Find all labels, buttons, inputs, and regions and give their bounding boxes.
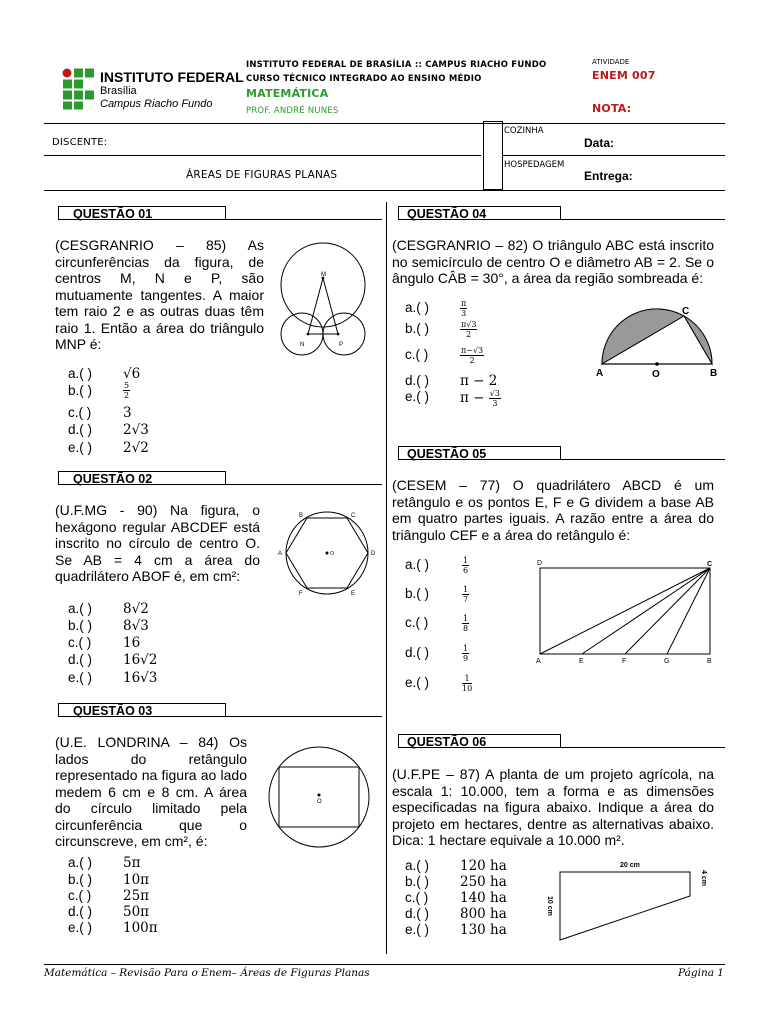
footer-page: Página 1 <box>678 967 724 979</box>
option-d[interactable] <box>68 904 150 920</box>
answer-value: 50π <box>123 904 150 920</box>
activity-code: ENEM 007 <box>592 69 656 82</box>
teacher-name: PROF. ANDRÉ NUNES <box>246 106 339 116</box>
option-e[interactable] <box>68 920 158 936</box>
question-6-text: (U.F.PE – 87) A planta de um projeto agrícola, na escala 1: 10.000, tem a forma e as dimensões especificadas na figura abaixo. Indique a área do projeto em hectares, dentre as alternativas abaixo. Dica: 1 hectare equivale a 10.000 m². <box>392 766 714 848</box>
point-C-label: C <box>707 561 713 568</box>
right-dimension-label: 4 cm <box>700 870 707 886</box>
topic-title: ÁREAS DE FIGURAS PLANAS <box>186 169 338 181</box>
answer-value: 16 <box>123 635 141 651</box>
option-label: c.( ) <box>405 615 429 630</box>
option-d[interactable] <box>405 644 469 663</box>
answer-value: 8√2 <box>123 601 149 617</box>
option-label: b.( ) <box>405 321 430 336</box>
student-label: DISCENTE: <box>52 137 108 148</box>
option-label: d.( ) <box>68 904 93 919</box>
footer-left: Matemática – Revisão Para o Enem– Áreas de Figuras Planas <box>44 967 370 979</box>
option-label: a.( ) <box>405 300 430 315</box>
subject-title: MATEMÁTICA <box>246 87 329 100</box>
numerator: 1 <box>463 614 469 623</box>
option-label: e.( ) <box>68 440 93 455</box>
question-1-figure <box>278 242 368 358</box>
numerator: 1 <box>463 556 469 565</box>
question-2-rule <box>226 484 382 485</box>
grade-label: NOTA: <box>592 102 632 115</box>
header-divider-mid <box>44 155 481 156</box>
class-option-hospedagem: HOSPEDAGEM <box>504 160 565 170</box>
option-label: a.( ) <box>68 366 93 381</box>
vertex-E-label: E <box>351 591 356 597</box>
institute-logo-icon <box>62 68 96 110</box>
header-divider-bottom <box>44 190 725 191</box>
question-6-header: QUESTÃO 06 <box>398 734 561 748</box>
logo-campus: Campus Riacho Fundo <box>100 98 213 110</box>
option-label: c.( ) <box>405 890 429 905</box>
option-d[interactable]: d.( ) 2√3 <box>68 422 149 438</box>
point-E-label: E <box>579 658 584 665</box>
question-1-text: (CESGRANRIO – 85) As circunferências da figura, de centros M, N e P, são mutuamente tangentes. A maior tem raio 2 e as outras duas têm raio 1. Então a área do triângulo MNP é: <box>55 237 264 352</box>
option-label: d.( ) <box>68 652 93 667</box>
option-b[interactable] <box>68 872 150 888</box>
answer-value: 16√2 <box>123 652 158 668</box>
center-O-label: O <box>330 551 334 557</box>
vertex-D-label: D <box>371 551 376 557</box>
option-d[interactable] <box>405 373 498 389</box>
option-label: d.( ) <box>405 645 430 660</box>
answer-value: 5π <box>123 855 141 871</box>
answer-value: 100π <box>123 920 158 936</box>
question-3-figure <box>267 745 371 849</box>
option-e[interactable] <box>405 922 507 938</box>
point-M-label: M <box>321 272 326 278</box>
option-c[interactable] <box>68 635 141 651</box>
point-G-label: G <box>664 658 670 665</box>
question-4-figure <box>592 302 724 380</box>
option-label: c.( ) <box>405 347 429 362</box>
question-4-header: QUESTÃO 04 <box>398 206 561 220</box>
option-c[interactable]: c.( ) $\frac{\pi-√3}{2}$ <box>405 346 484 365</box>
option-label: b.( ) <box>68 618 93 633</box>
option-b[interactable] <box>68 618 149 634</box>
question-3-text: (U.E. LONDRINA – 84) Os lados do retângulo representado na figura ao lado medem 6 cm e 8 cm. A área do círculo limitado pela circunferência que o circunscreve, em cm², é: <box>55 734 247 849</box>
point-C-label: C <box>682 306 690 317</box>
question-2-header: QUESTÃO 02 <box>58 471 226 485</box>
option-label: e.( ) <box>405 389 430 404</box>
answer-value: 800 ha <box>460 906 507 922</box>
option-a[interactable] <box>405 858 507 874</box>
answer-value: 10π <box>123 872 150 888</box>
top-dimension-label: 20 cm <box>620 862 640 869</box>
vertex-C-label: C <box>351 513 356 519</box>
option-label: a.( ) <box>405 858 430 873</box>
question-4-text: (CESGRANRIO – 82) O triângulo ABC está inscrito no semicírculo de centro O e diâmetro AB = 2. Se o ângulo CÂB = 30°, a área da região sombreada é: <box>392 237 714 286</box>
center-O-label: O <box>317 799 322 805</box>
answer-value: 130 ha <box>460 922 507 938</box>
class-option-cozinha: COZINHA <box>504 126 544 136</box>
option-label: a.( ) <box>405 557 430 572</box>
option-b[interactable] <box>405 874 507 890</box>
option-e[interactable] <box>405 674 473 693</box>
point-P-label: P <box>339 342 344 348</box>
vertex-B-label: B <box>299 513 304 519</box>
course-line: CURSO TÉCNICO INTEGRADO AO ENSINO MÉDIO <box>246 74 482 84</box>
question-4-rule <box>561 219 725 220</box>
question-6-figure <box>540 856 718 946</box>
point-A-label: A <box>536 658 541 665</box>
answer-value: 8√3 <box>123 618 149 634</box>
question-1-rule <box>226 219 382 220</box>
denominator: 8 <box>463 624 469 633</box>
denominator: 10 <box>462 684 473 693</box>
point-O-label: O <box>652 369 660 380</box>
question-5-text: (CESEM – 77) O quadrilátero ABCD é um retângulo e os pontos E, F e G dividem a base AB em quatro partes iguais. A razão entre a área do triângulo CEF e a área do retângulo é: <box>392 477 714 543</box>
header-divider-mid-right <box>502 155 725 156</box>
question-5-rule <box>561 459 725 460</box>
option-e[interactable] <box>68 670 158 686</box>
point-B-label: B <box>707 658 712 665</box>
question-2-figure <box>272 507 382 599</box>
denominator: 6 <box>463 566 469 575</box>
institution-line: INSTITUTO FEDERAL DE BRASÍLIA :: CAMPUS RIACHO FUNDO <box>246 60 547 70</box>
option-b[interactable]: b.( ) $\frac{\pi√3}{2}$ <box>405 320 477 339</box>
option-label: d.( ) <box>405 906 430 921</box>
option-e[interactable]: e.( ) π − $\frac{√3}{3}$ <box>405 389 500 408</box>
numerator: 1 <box>463 644 469 653</box>
point-F-label: F <box>622 658 627 665</box>
footer-rule <box>44 964 725 965</box>
question-3-header: QUESTÃO 03 <box>58 703 226 717</box>
date-label: Data: <box>584 136 615 150</box>
answer-value: 16√3 <box>123 670 158 686</box>
class-checkbox-column <box>483 121 503 190</box>
option-d[interactable] <box>68 652 158 668</box>
option-label: b.( ) <box>68 872 93 887</box>
vertex-F-label: F <box>299 591 303 597</box>
numerator: 1 <box>463 585 469 594</box>
option-label: b.( ) <box>405 874 430 889</box>
option-a[interactable]: a.( ) √6 <box>68 366 141 382</box>
answer-value: 140 ha <box>460 890 507 906</box>
option-a[interactable] <box>68 601 149 617</box>
denominator: 9 <box>463 654 469 663</box>
option-c[interactable] <box>68 888 150 904</box>
option-label: c.( ) <box>68 635 92 650</box>
option-a[interactable] <box>405 556 469 575</box>
point-D-label: D <box>537 560 543 567</box>
option-label: b.( ) <box>68 383 93 398</box>
option-e[interactable]: e.( ) 2√2 <box>68 440 149 456</box>
left-dimension-label: 10 cm <box>546 896 553 916</box>
option-label: c.( ) <box>68 405 92 420</box>
option-label: e.( ) <box>68 670 93 685</box>
option-label: d.( ) <box>405 373 430 388</box>
numerator: 1 <box>462 674 472 684</box>
option-label: a.( ) <box>68 601 93 616</box>
option-b[interactable]: b.( ) $\frac{5}{2}$ <box>68 381 130 400</box>
point-A-label: A <box>596 368 604 379</box>
point-B-label: B <box>710 368 718 379</box>
option-b[interactable] <box>405 585 469 604</box>
header-divider-top <box>44 123 725 124</box>
option-a[interactable]: a.( ) $\frac{\pi}{3}$ <box>405 299 467 318</box>
logo <box>62 68 244 112</box>
point-N-label: N <box>300 342 305 348</box>
option-label: e.( ) <box>405 675 430 690</box>
logo-title: INSTITUTO FEDERAL <box>100 69 244 85</box>
option-label: c.( ) <box>68 888 92 903</box>
question-2-text: (U.F.MG - 90) Na figura, o hexágono regular ABCDEF está inscrito no círculo de centro O. Se AB = 4 cm a área do quadrilátero ABOF é, em cm²: <box>55 502 260 584</box>
question-1-header: QUESTÃO 01 <box>58 206 226 220</box>
question-5-header: QUESTÃO 05 <box>398 446 561 460</box>
column-divider <box>386 202 387 954</box>
option-label: b.( ) <box>405 586 430 601</box>
option-label: e.( ) <box>405 922 430 937</box>
vertex-A-label: A <box>278 551 283 557</box>
delivery-label: Entrega: <box>584 169 633 183</box>
question-5-figure <box>532 556 718 668</box>
question-3-rule <box>226 716 382 717</box>
option-label: a.( ) <box>68 855 93 870</box>
option-c[interactable]: c.( ) 3 <box>68 405 132 421</box>
question-6-rule <box>561 747 725 748</box>
logo-city: Brasília <box>100 85 137 97</box>
option-c[interactable] <box>405 890 507 906</box>
option-label: d.( ) <box>68 422 93 437</box>
answer-value: π − 2 <box>460 373 498 389</box>
denominator: 7 <box>463 595 469 604</box>
option-c[interactable] <box>405 614 469 633</box>
option-d[interactable] <box>405 906 507 922</box>
answer-value: 25π <box>123 888 150 904</box>
option-label: e.( ) <box>68 920 93 935</box>
option-a[interactable] <box>68 855 141 871</box>
activity-label: ATIVIDADE <box>592 58 630 66</box>
answer-value: 250 ha <box>460 874 507 890</box>
answer-value: 120 ha <box>460 858 507 874</box>
